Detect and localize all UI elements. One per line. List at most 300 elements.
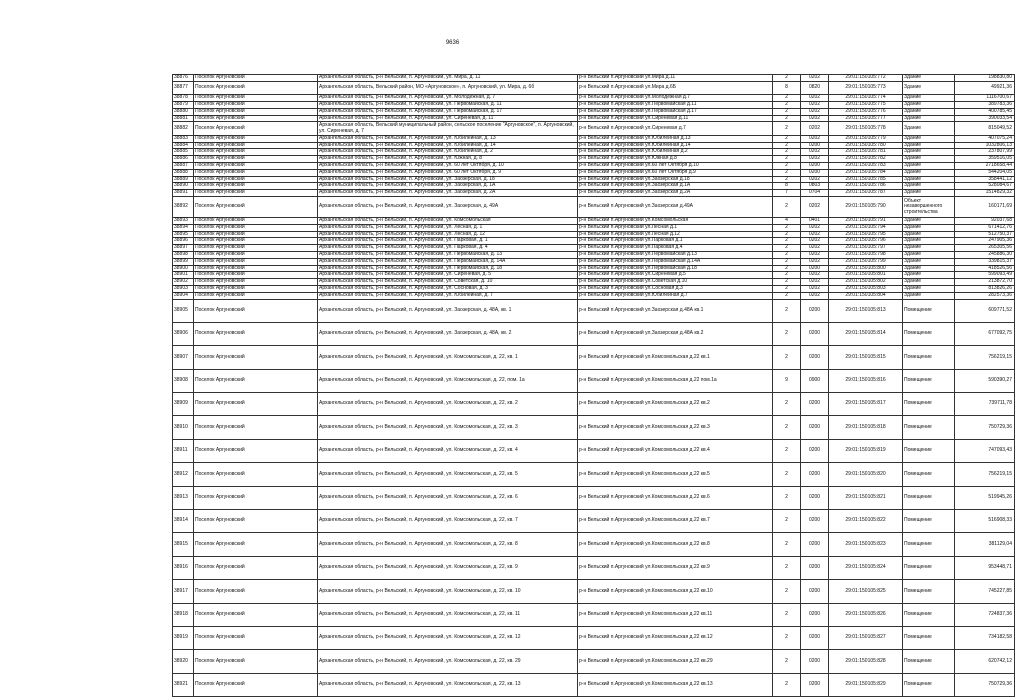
locality-cell: Поселок Аргуновский: [194, 149, 318, 156]
cadastral-number-cell: 29:01:150105:819: [829, 439, 903, 462]
cadastral-number-cell: 29:01:150105:781: [829, 149, 903, 156]
address-cell: Архангельская область, р-н Вельский, п. Аргуновский, ул. Комсомольская, д. 22, кв. 6: [318, 486, 578, 509]
short-address-cell: р-н Вельский п.Аргуновский ул.Комсомольская д.22 кв.11: [578, 603, 773, 626]
row-id-cell: 38885: [173, 149, 194, 156]
short-address-cell: р-н Вельский п.Аргуновский ул.Мира д.6Б: [578, 81, 773, 94]
address-cell: Архангельская область, р-н Вельский, п. Аргуновский, ул. Парковая, д. 1: [318, 238, 578, 245]
row-id-cell: 38914: [173, 510, 194, 533]
category-cell: 2: [773, 346, 801, 369]
short-address-cell: р-н Вельский п.Аргуновский ул.Парковая д.4: [578, 245, 773, 252]
row-id-cell: 38881: [173, 115, 194, 122]
object-type-cell: Помещение: [903, 439, 955, 462]
cadastral-number-cell: 29:01:150105:804: [829, 292, 903, 299]
cadastral-value-cell: 407075,24: [955, 135, 1015, 142]
short-address-cell: р-н Вельский п.Аргуновский ул.Юбилейная д.13: [578, 135, 773, 142]
cadastral-number-cell: 29:01:150105:778: [829, 122, 903, 135]
cadastral-value-cell: 49921,36: [955, 81, 1015, 94]
category-cell: 2: [773, 122, 801, 135]
cadastral-number-cell: 29:01:150105:791: [829, 217, 903, 224]
row-id-cell: 38883: [173, 135, 194, 142]
cadastral-number-cell: 29:01:150105:772: [829, 75, 903, 82]
code-cell: 0803: [801, 183, 829, 190]
code-cell: 0202: [801, 272, 829, 279]
table-row: [173, 299, 1015, 322]
cadastral-number-cell: 29:01:150105:801: [829, 272, 903, 279]
cadastral-value-cell: 160171,69: [955, 196, 1015, 217]
object-type-cell: Помещение: [903, 463, 955, 486]
object-type-cell: Помещение: [903, 322, 955, 345]
address-cell: Архангельская область, р-н Вельский, п. Аргуновский, ул. Заозерская, д. 1А: [318, 183, 578, 190]
address-cell: Архангельская область, р-н Вельский, п. Аргуновский, ул. Лесная, д. 12: [318, 231, 578, 238]
cadastral-value-cell: 1032806,13: [955, 142, 1015, 149]
code-cell: 0200: [801, 322, 829, 345]
category-cell: 2: [773, 322, 801, 345]
code-cell: 0200: [801, 416, 829, 439]
table-row: [173, 81, 1015, 94]
short-address-cell: р-н Вельский п.Аргуновский ул.Комсомольская д.22 кв.10: [578, 580, 773, 603]
object-type-cell: Здание: [903, 251, 955, 258]
address-cell: Архангельская область, р-н Вельский, п. Аргуновский, ул. Советская, д. 10: [318, 279, 578, 286]
cadastral-value-cell: 245886,30: [955, 251, 1015, 258]
cadastral-value-cell: 756219,15: [955, 346, 1015, 369]
table-body: [173, 75, 1015, 697]
short-address-cell: р-н Вельский п.Аргуновский ул.Заозерская д.1А: [578, 183, 773, 190]
category-cell: 2: [773, 279, 801, 286]
cadastral-value-cell: 400785,45: [955, 108, 1015, 115]
row-id-cell: 38920: [173, 650, 194, 673]
category-cell: 2: [773, 245, 801, 252]
code-cell: 0202: [801, 231, 829, 238]
code-cell: 0202: [801, 95, 829, 102]
code-cell: 0200: [801, 533, 829, 556]
short-address-cell: р-н Вельский п.Аргуновский ул.Юбилейная д.7: [578, 292, 773, 299]
table-row: [173, 190, 1015, 197]
cadastral-value-cell: 198830,80: [955, 75, 1015, 82]
code-cell: 0202: [801, 285, 829, 292]
object-type-cell: Здание: [903, 162, 955, 169]
locality-cell: Поселок Аргуновский: [194, 322, 318, 345]
table-row: [173, 346, 1015, 369]
address-cell: Архангельская область, р-н Вельский, п. Аргуновский, ул. Первомайская, д. 18: [318, 265, 578, 272]
short-address-cell: р-н Вельский п.Аргуновский ул.Юбилейная д.14: [578, 142, 773, 149]
locality-cell: Поселок Аргуновский: [194, 135, 318, 142]
object-type-cell: Здание: [903, 238, 955, 245]
code-cell: 0200: [801, 346, 829, 369]
object-type-cell: Здание: [903, 142, 955, 149]
short-address-cell: р-н Вельский п.Аргуновский ул.Первомайская д.17: [578, 108, 773, 115]
code-cell: 0200: [801, 169, 829, 176]
category-cell: 2: [773, 115, 801, 122]
cadastral-value-cell: 519945,26: [955, 486, 1015, 509]
category-cell: 2: [773, 463, 801, 486]
table-row: [173, 393, 1015, 416]
category-cell: 2: [773, 673, 801, 696]
locality-cell: Поселок Аргуновский: [194, 510, 318, 533]
locality-cell: Поселок Аргуновский: [194, 533, 318, 556]
category-cell: 2: [773, 285, 801, 292]
row-id-cell: 38904: [173, 292, 194, 299]
cadastral-number-cell: 29:01:150105:827: [829, 626, 903, 649]
table-row: [173, 580, 1015, 603]
locality-cell: Поселок Аргуновский: [194, 279, 318, 286]
cadastral-number-cell: 29:01:150105:783: [829, 162, 903, 169]
category-cell: 2: [773, 533, 801, 556]
address-cell: Архангельская область, р-н Вельский, п. Аргуновский, ул. Комсомольская, д. 22, кв. 12: [318, 626, 578, 649]
address-cell: Архангельская область, р-н Вельский, п. Аргуновский, ул. Комсомольская, д. 22, кв. 5: [318, 463, 578, 486]
short-address-cell: р-н Вельский п.Аргуновский ул.Комсомольская: [578, 217, 773, 224]
cadastral-number-cell: 29:01:150105:796: [829, 238, 903, 245]
locality-cell: Поселок Аргуновский: [194, 463, 318, 486]
short-address-cell: р-н Вельский п.Аргуновский ул.60 лет Октября д.10: [578, 162, 773, 169]
locality-cell: Поселок Аргуновский: [194, 603, 318, 626]
row-id-cell: 38891: [173, 190, 194, 197]
cadastral-number-cell: 29:01:150105:822: [829, 510, 903, 533]
cadastral-value-cell: 750729,36: [955, 673, 1015, 696]
category-cell: 2: [773, 142, 801, 149]
address-cell: Архангельская область, р-н Вельский, п. Аргуновский, ул. Сиреневая, д. 5: [318, 272, 578, 279]
cadastral-value-cell: 265305,56: [955, 245, 1015, 252]
short-address-cell: р-н Вельский п.Аргуновский ул.Заозерская д.18: [578, 176, 773, 183]
cadastral-value-cell: 544204,05: [955, 169, 1015, 176]
address-cell: Архангельская область, р-н Вельский, п. Аргуновский, ул. Первомайская, д. 14А: [318, 258, 578, 265]
object-type-cell: Помещение: [903, 416, 955, 439]
code-cell: 0202: [801, 176, 829, 183]
cadastral-number-cell: 29:01:150105:820: [829, 463, 903, 486]
object-type-cell: Помещение: [903, 486, 955, 509]
object-type-cell: Здание: [903, 115, 955, 122]
locality-cell: Поселок Аргуновский: [194, 217, 318, 224]
category-cell: 2: [773, 169, 801, 176]
short-address-cell: р-н Вельский п.Аргуновский ул.Лесная д.12: [578, 231, 773, 238]
table-row: [173, 258, 1015, 265]
object-type-cell: Здание: [903, 176, 955, 183]
code-cell: 0200: [801, 162, 829, 169]
locality-cell: Поселок Аргуновский: [194, 245, 318, 252]
row-id-cell: 38897: [173, 245, 194, 252]
cadastral-value-cell: 677092,75: [955, 322, 1015, 345]
row-id-cell: 38912: [173, 463, 194, 486]
short-address-cell: р-н Вельский п.Аргуновский ул.Заозерская д.2А: [578, 190, 773, 197]
table-row: [173, 673, 1015, 696]
table-row: [173, 486, 1015, 509]
object-type-cell: Здание: [903, 285, 955, 292]
row-id-cell: 38884: [173, 142, 194, 149]
address-cell: Архангельская область, р-н Вельский, п. Аргуновский, ул. Молодежная, д. 7: [318, 95, 578, 102]
cadastral-number-cell: 29:01:150105:786: [829, 183, 903, 190]
row-id-cell: 38876: [173, 75, 194, 82]
address-cell: Архангельская область, р-н Вельский, п. Аргуновский, ул. Сиреневая, д. 11: [318, 115, 578, 122]
locality-cell: Поселок Аргуновский: [194, 183, 318, 190]
code-cell: 0202: [801, 292, 829, 299]
row-id-cell: 38894: [173, 224, 194, 231]
code-cell: 0200: [801, 486, 829, 509]
cadastral-number-cell: 29:01:150105:802: [829, 279, 903, 286]
cadastral-number-cell: 29:01:150105:780: [829, 142, 903, 149]
object-type-cell: Здание: [903, 190, 955, 197]
cadastral-value-cell: 953448,71: [955, 556, 1015, 579]
address-cell: Архангельская область, р-н Вельский, п. Аргуновский, ул. Комсомольская, д. 22, пом. 1а: [318, 369, 578, 392]
short-address-cell: р-н Вельский п.Аргуновский ул.Комсомольская д.22 кв.6: [578, 486, 773, 509]
short-address-cell: р-н Вельский п.Аргуновский ул.Комсомольская д.22 кв.3: [578, 416, 773, 439]
cadastral-number-cell: 29:01:150105:790: [829, 196, 903, 217]
table-row: [173, 556, 1015, 579]
object-type-cell: Здание: [903, 279, 955, 286]
short-address-cell: р-н Вельский п.Аргуновский ул.Сиреневая д.7: [578, 122, 773, 135]
row-id-cell: 38896: [173, 238, 194, 245]
category-cell: 2: [773, 486, 801, 509]
cadastral-value-cell: 590390,27: [955, 369, 1015, 392]
code-cell: 0200: [801, 299, 829, 322]
cadastral-value-cell: 1514829,32: [955, 190, 1015, 197]
address-cell: Архангельская область, р-н Вельский, п. Аргуновский, ул. Первомайская, д. 13: [318, 251, 578, 258]
object-type-cell: Помещение: [903, 346, 955, 369]
row-id-cell: 38907: [173, 346, 194, 369]
cadastral-value-cell: 620742,12: [955, 650, 1015, 673]
cadastral-value-cell: 390033,54: [955, 115, 1015, 122]
locality-cell: Поселок Аргуновский: [194, 416, 318, 439]
cadastral-number-cell: 29:01:150105:773: [829, 81, 903, 94]
address-cell: Архангельская область, Вельский муниципальный район, сельское поселение "Аргуновское", п. Аргуновский, ул. Сиреневая, д. 7: [318, 122, 578, 135]
locality-cell: Поселок Аргуновский: [194, 299, 318, 322]
locality-cell: Поселок Аргуновский: [194, 369, 318, 392]
locality-cell: Поселок Аргуновский: [194, 556, 318, 579]
category-cell: 2: [773, 650, 801, 673]
short-address-cell: р-н Вельский п.Аргуновский ул.Комсомольская д.22 кв.12: [578, 626, 773, 649]
code-cell: 0202: [801, 258, 829, 265]
object-type-cell: Здание: [903, 169, 955, 176]
category-cell: 9: [773, 369, 801, 392]
code-cell: 0200: [801, 556, 829, 579]
cadastral-value-cell: 724837,36: [955, 603, 1015, 626]
locality-cell: Поселок Аргуновский: [194, 626, 318, 649]
cadastral-number-cell: 29:01:150105:821: [829, 486, 903, 509]
category-cell: 2: [773, 135, 801, 142]
row-id-cell: 38900: [173, 265, 194, 272]
address-cell: Архангельская область, р-н Вельский, п. Аргуновский, ул. Юбилейная, д. 14: [318, 142, 578, 149]
category-cell: 2: [773, 580, 801, 603]
short-address-cell: р-н Вельский п.Аргуновский ул.Комсомольская д.22 кв.13: [578, 673, 773, 696]
row-id-cell: 38880: [173, 108, 194, 115]
address-cell: Архангельская область, р-н Вельский, п. Аргуновский, ул. Первомайская, д. 17: [318, 108, 578, 115]
cadastral-number-cell: 29:01:150105:829: [829, 673, 903, 696]
cadastral-number-cell: 29:01:150105:825: [829, 580, 903, 603]
cadastral-table: [172, 74, 1015, 697]
row-id-cell: 38889: [173, 176, 194, 183]
code-cell: 0200: [801, 626, 829, 649]
code-cell: 0202: [801, 196, 829, 217]
locality-cell: Поселок Аргуновский: [194, 156, 318, 163]
cadastral-number-cell: 29:01:150105:826: [829, 603, 903, 626]
cadastral-value-cell: 739711,78: [955, 393, 1015, 416]
address-cell: Архангельская область, р-н Вельский, п. Аргуновский, ул. Сосновая, д. 3: [318, 285, 578, 292]
row-id-cell: 38890: [173, 183, 194, 190]
row-id-cell: 38888: [173, 169, 194, 176]
category-cell: 2: [773, 108, 801, 115]
cadastral-value-cell: 745227,85: [955, 580, 1015, 603]
cadastral-number-cell: 29:01:150105:774: [829, 95, 903, 102]
locality-cell: Поселок Аргуновский: [194, 650, 318, 673]
short-address-cell: р-н Вельский п.Аргуновский ул.Заозерская д.48А кв.2: [578, 322, 773, 345]
category-cell: 2: [773, 603, 801, 626]
table-row: [173, 603, 1015, 626]
object-type-cell: Здание: [903, 75, 955, 82]
object-type-cell: Помещение: [903, 580, 955, 603]
table-row: [173, 416, 1015, 439]
cadastral-number-cell: 29:01:150105:814: [829, 322, 903, 345]
short-address-cell: р-н Вельский п.Аргуновский ул.Комсомольская д.22 кв.2: [578, 393, 773, 416]
cadastral-value-cell: 609771,52: [955, 299, 1015, 322]
address-cell: Архангельская область, р-н Вельский, п. Аргуновский, ул. Первомайская, д. 11: [318, 101, 578, 108]
address-cell: Архангельская область, р-н Вельский, п. Аргуновский, ул. Комсомольская, д. 22, кв. 13: [318, 673, 578, 696]
cadastral-value-cell: 747093,43: [955, 439, 1015, 462]
code-cell: 0820: [801, 81, 829, 94]
cadastral-number-cell: 29:01:150105:794: [829, 224, 903, 231]
row-id-cell: 38879: [173, 101, 194, 108]
locality-cell: Поселок Аргуновский: [194, 75, 318, 82]
object-type-cell: Здание: [903, 217, 955, 224]
object-type-cell: Здание: [903, 183, 955, 190]
locality-cell: Поселок Аргуновский: [194, 393, 318, 416]
locality-cell: Поселок Аргуновский: [194, 292, 318, 299]
short-address-cell: р-н Вельский п.Аргуновский ул.Сиреневая д.5: [578, 272, 773, 279]
address-cell: Архангельская область, р-н Вельский, п. Аргуновский, ул. Парковая, д. 4: [318, 245, 578, 252]
category-cell: 2: [773, 251, 801, 258]
row-id-cell: 38906: [173, 322, 194, 345]
table-row: [173, 196, 1015, 217]
cadastral-value-cell: 756219,15: [955, 463, 1015, 486]
table-row: [173, 322, 1015, 345]
object-type-cell: Здание: [903, 81, 955, 94]
cadastral-value-cell: 528084,67: [955, 183, 1015, 190]
category-cell: 2: [773, 272, 801, 279]
object-type-cell: Здание: [903, 149, 955, 156]
row-id-cell: 38911: [173, 439, 194, 462]
cadastral-value-cell: 339815,37: [955, 258, 1015, 265]
address-cell: Архангельская область, р-н Вельский, п. Аргуновский, ул. Комсомольская, д. 22, кв. 11: [318, 603, 578, 626]
code-cell: 0200: [801, 142, 829, 149]
object-type-cell: Помещение: [903, 393, 955, 416]
cadastral-number-cell: 29:01:150105:785: [829, 176, 903, 183]
cadastral-number-cell: 29:01:150105:787: [829, 190, 903, 197]
cadastral-value-cell: 813826,26: [955, 285, 1015, 292]
category-cell: 2: [773, 626, 801, 649]
cadastral-value-cell: 359516,05: [955, 156, 1015, 163]
row-id-cell: 38877: [173, 81, 194, 94]
cadastral-value-cell: 358441,12: [955, 176, 1015, 183]
code-cell: 0200: [801, 603, 829, 626]
short-address-cell: р-н Вельский п.Аргуновский ул.Сиреневая д.11: [578, 115, 773, 122]
object-type-cell: Помещение: [903, 556, 955, 579]
locality-cell: Поселок Аргуновский: [194, 108, 318, 115]
object-type-cell: Помещение: [903, 626, 955, 649]
category-cell: 2: [773, 238, 801, 245]
address-cell: Архангельская область, р-н Вельский, п. Аргуновский, ул. Заозерская, д. 2А: [318, 190, 578, 197]
cadastral-number-cell: 29:01:150105:813: [829, 299, 903, 322]
cadastral-number-cell: 29:01:150105:784: [829, 169, 903, 176]
table-row: [173, 463, 1015, 486]
address-cell: Архангельская область, р-н Вельский, п. Аргуновский, ул. 60 лет Октября, д. 10: [318, 162, 578, 169]
locality-cell: Поселок Аргуновский: [194, 486, 318, 509]
object-type-cell: Помещение: [903, 673, 955, 696]
short-address-cell: р-н Вельский п.Аргуновский ул.Заозерская д.48А кв.1: [578, 299, 773, 322]
table-row: [173, 439, 1015, 462]
locality-cell: Поселок Аргуновский: [194, 162, 318, 169]
table-row: [173, 75, 1015, 82]
locality-cell: Поселок Аргуновский: [194, 346, 318, 369]
category-cell: 2: [773, 75, 801, 82]
cadastral-number-cell: 29:01:150105:799: [829, 258, 903, 265]
cadastral-value-cell: 381129,04: [955, 533, 1015, 556]
locality-cell: Поселок Аргуновский: [194, 673, 318, 696]
locality-cell: Поселок Аргуновский: [194, 196, 318, 217]
short-address-cell: р-н Вельский п.Аргуновский ул.Советская д.10: [578, 279, 773, 286]
code-cell: 0202: [801, 245, 829, 252]
table-row: [173, 533, 1015, 556]
short-address-cell: р-н Вельский п.Аргуновский ул.Первомайская д.13: [578, 251, 773, 258]
code-cell: 0900: [801, 369, 829, 392]
cadastral-number-cell: 29:01:150105:795: [829, 231, 903, 238]
cadastral-value-cell: 815049,52: [955, 122, 1015, 135]
object-type-cell: Здание: [903, 101, 955, 108]
address-cell: Архангельская область, р-н Вельский, п. Аргуновский, ул. Заозерская, д. 48А, кв. 2: [318, 322, 578, 345]
table-row: [173, 224, 1015, 231]
address-cell: Архангельская область, р-н Вельский, п. Аргуновский, ул. Мира, д. 11: [318, 75, 578, 82]
cadastral-value-cell: 512750,37: [955, 231, 1015, 238]
locality-cell: Поселок Аргуновский: [194, 258, 318, 265]
category-cell: 2: [773, 162, 801, 169]
code-cell: 0202: [801, 101, 829, 108]
code-cell: 0202: [801, 122, 829, 135]
code-cell: 0704: [801, 190, 829, 197]
cadastral-value-cell: 92037,68: [955, 217, 1015, 224]
row-id-cell: 38895: [173, 231, 194, 238]
locality-cell: Поселок Аргуновский: [194, 95, 318, 102]
short-address-cell: р-н Вельский п.Аргуновский ул.Комсомольская д.22 кв.9: [578, 556, 773, 579]
object-type-cell: Помещение: [903, 510, 955, 533]
short-address-cell: р-н Вельский п.Аргуновский ул.Юбилейная д.2: [578, 149, 773, 156]
row-id-cell: 38898: [173, 251, 194, 258]
cadastral-number-cell: 29:01:150105:797: [829, 245, 903, 252]
short-address-cell: р-н Вельский п.Аргуновский ул.Парковая д.1: [578, 238, 773, 245]
table-row: [173, 115, 1015, 122]
category-cell: 2: [773, 231, 801, 238]
locality-cell: Поселок Аргуновский: [194, 238, 318, 245]
row-id-cell: 38886: [173, 156, 194, 163]
row-id-cell: 38901: [173, 272, 194, 279]
locality-cell: Поселок Аргуновский: [194, 101, 318, 108]
short-address-cell: р-н Вельский п.Аргуновский ул.Комсомольская д.22 кв.8: [578, 533, 773, 556]
row-id-cell: 38910: [173, 416, 194, 439]
code-cell: 0200: [801, 510, 829, 533]
object-type-cell: Здание: [903, 95, 955, 102]
address-cell: Архангельская область, р-н Вельский, п. Аргуновский, ул. Лесная, д. 1: [318, 224, 578, 231]
category-cell: 2: [773, 439, 801, 462]
table-row: [173, 510, 1015, 533]
code-cell: 0200: [801, 265, 829, 272]
category-cell: 7: [773, 190, 801, 197]
row-id-cell: 38887: [173, 162, 194, 169]
row-id-cell: 38882: [173, 122, 194, 135]
locality-cell: Поселок Аргуновский: [194, 224, 318, 231]
code-cell: 0200: [801, 439, 829, 462]
locality-cell: Поселок Аргуновский: [194, 81, 318, 94]
category-cell: 2: [773, 196, 801, 217]
locality-cell: Поселок Аргуновский: [194, 580, 318, 603]
address-cell: Архангельская область, р-н Вельский, п. Аргуновский, ул. Комсомольская, д. 22, кв. 3: [318, 416, 578, 439]
code-cell: 0202: [801, 108, 829, 115]
locality-cell: Поселок Аргуновский: [194, 176, 318, 183]
code-cell: 0200: [801, 580, 829, 603]
